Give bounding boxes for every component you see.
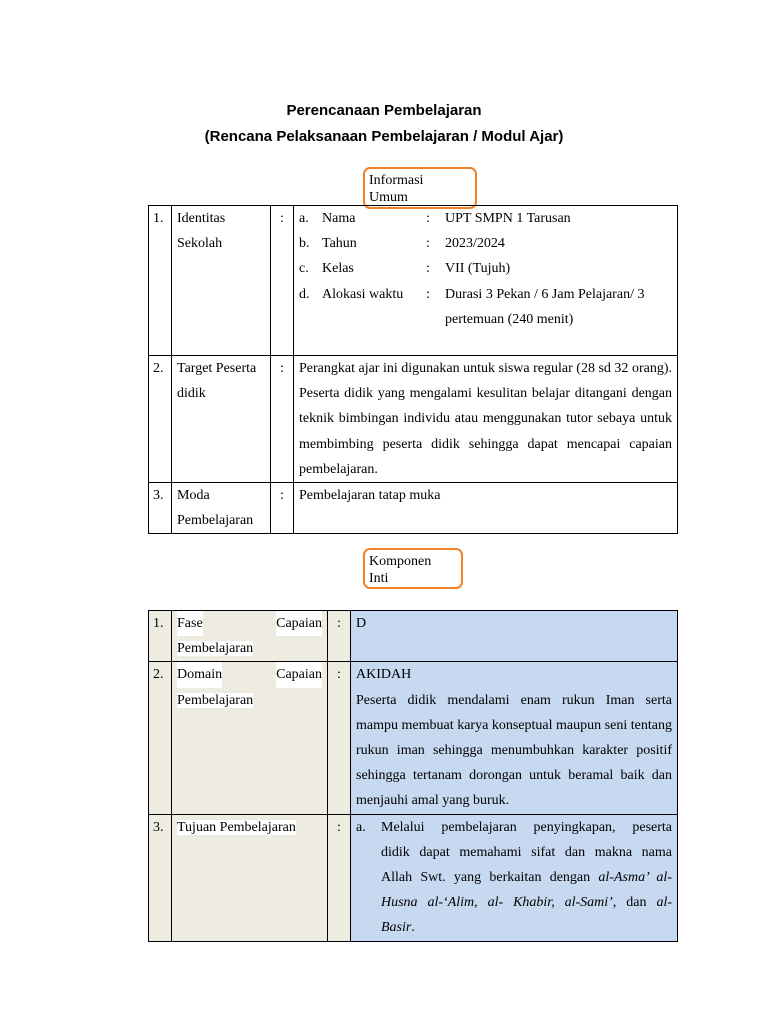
table-row <box>149 662 678 814</box>
objective-line <box>381 915 672 940</box>
objective-term: al- <box>656 895 672 911</box>
row-label: Moda Pembelajaran <box>172 483 271 534</box>
learning-mode-text: Pembelajaran tatap muka <box>294 483 678 534</box>
row-label <box>172 611 328 662</box>
table-row <box>149 206 678 356</box>
domain-value <box>351 662 678 814</box>
item-key: Tahun <box>322 236 357 252</box>
row-number: 3. <box>149 814 172 941</box>
row-number: 1. <box>149 206 172 356</box>
label-word: Fase <box>177 611 203 636</box>
class-line <box>299 256 672 281</box>
label-word: Pembelajaran <box>177 692 254 708</box>
row-colon: : <box>328 611 351 662</box>
objective-text: , dan <box>612 895 657 911</box>
objective-line <box>381 865 672 890</box>
label-word: Capaian <box>276 662 322 687</box>
item-colon: : <box>426 211 430 226</box>
row-number: 3. <box>149 483 172 534</box>
domain-description: Peserta didik mendalami enam rukun Iman serta mampu membuat karya konseptual maupun seni tentang rukun iman sehingga menumbuhkan karakter positif sehingga tertanam dorongan untuk beramal baik dan menjauhi amal yang buruk. <box>356 692 672 809</box>
objective-term: al-Asma’ al- <box>598 870 672 886</box>
table-row <box>149 814 678 941</box>
row-label <box>172 814 328 941</box>
school-year-value: 2023/2024 <box>445 236 505 252</box>
callout-core-components: Komponen Inti <box>363 548 463 589</box>
learning-objective-value <box>351 814 678 941</box>
time-allocation-value: Durasi 3 Pekan / 6 Jam Pelajaran/ 3 pertemuan (240 menit) <box>445 286 645 327</box>
objective-line <box>381 890 672 915</box>
objective-text: Allah Swt. yang berkaitan dengan <box>381 870 599 886</box>
item-letter: c. <box>299 261 309 277</box>
table-row <box>149 356 678 483</box>
core-components-table <box>148 610 678 942</box>
item-letter: b. <box>299 236 310 252</box>
school-name-value: UPT SMPN 1 Tarusan <box>445 211 571 226</box>
label-word: Tujuan Pembelajaran <box>177 819 296 835</box>
row-number: 1. <box>149 611 172 662</box>
item-letter: a. <box>299 211 309 226</box>
school-name-line <box>299 206 672 231</box>
row-value <box>294 206 678 356</box>
objective-line: didik dapat memahami sifat dan makna nama <box>381 844 672 860</box>
item-key: Kelas <box>322 261 354 277</box>
school-year-line <box>299 231 672 256</box>
target-students-text: Perangkat ajar ini digunakan untuk siswa regular (28 sd 32 orang). Peserta didik yang mengalami kesulitan belajar ditangani dengan teknik bimbingan individu atau menggunakan tutor sebaya untuk membimbing peserta didik sehingga dapat mencapai capaian pembelajaran. <box>294 356 678 483</box>
page-title-line2: (Rencana Pelaksanaan Pembelajaran / Modul Ajar) <box>204 128 564 145</box>
label-word: Domain <box>177 662 222 687</box>
row-colon: : <box>328 814 351 941</box>
general-info-table <box>148 205 678 534</box>
item-key: Nama <box>322 211 356 226</box>
time-allocation-line <box>299 282 672 332</box>
objective-term: Husna al-‘Alim, al- Khabir, al-Sami’ <box>381 895 613 911</box>
objective-text: . <box>411 920 415 936</box>
row-label: Identitas Sekolah <box>172 206 271 356</box>
phase-value: D <box>351 611 678 662</box>
row-colon: : <box>328 662 351 814</box>
objective-line: Melalui pembelajaran penyingkapan, peserta <box>381 819 672 835</box>
row-colon: : <box>271 206 294 356</box>
item-key: Alokasi waktu <box>322 286 404 302</box>
item-colon: : <box>426 261 430 277</box>
item-letter: a. <box>356 819 366 835</box>
item-colon: : <box>426 236 430 252</box>
row-label <box>172 662 328 814</box>
item-letter: d. <box>299 286 310 302</box>
row-label: Target Peserta didik <box>172 356 271 483</box>
item-colon: : <box>426 286 430 302</box>
table-row <box>149 483 678 534</box>
objective-term: Basir <box>381 920 412 936</box>
row-colon: : <box>271 483 294 534</box>
callout-general-info: Informasi Umum <box>363 167 477 209</box>
label-word: Pembelajaran <box>177 641 254 657</box>
domain-heading: AKIDAH <box>356 667 412 683</box>
objective-item <box>356 815 672 941</box>
table-row <box>149 611 678 662</box>
row-colon: : <box>271 356 294 483</box>
class-value: VII (Tujuh) <box>445 261 511 277</box>
page-title-line1: Perencanaan Pembelajaran <box>286 102 482 119</box>
label-word: Capaian <box>276 611 322 636</box>
row-number: 2. <box>149 356 172 483</box>
row-number: 2. <box>149 662 172 814</box>
